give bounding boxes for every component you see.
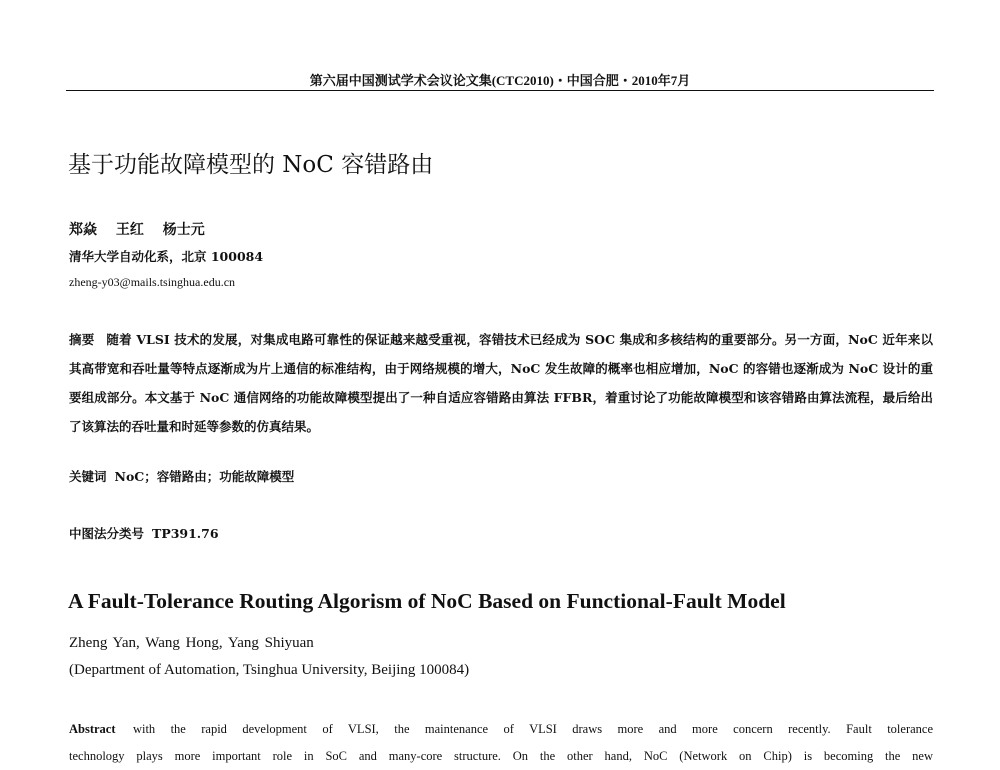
- keywords-label: 关键词: [69, 469, 107, 484]
- classification-label: 中图法分类号: [69, 526, 145, 541]
- english-abstract-label: Abstract: [69, 722, 116, 736]
- chinese-abstract-text: 随着 VLSI 技术的发展，对集成电路可靠性的保证越来越受重视，容错技术已经成为 SOC 集成和多核结构的重要部分。另一方面，NoC 近年来以其高带宽和吞吐量等特点逐渐成为片上通信的标准结构，由于网络规模的增大，NoC 发生故障的概率也相应增加，NoC 的容错也逐渐成为 NoC 设计的重要组成部分。本文基于 NoC 通信网络的功能故障模型提出了一种自适应容错路由算法 FFBR，着重讨论了功能故障模型和该容错路由算法流程，最后给出了该算法的吞吐量和时延等参数的仿真结果。: [69, 332, 933, 434]
- author-email[interactable]: zheng-y03@mails.tsinghua.edu.cn: [69, 275, 236, 289]
- chinese-title: 基于功能故障模型的 NoC 容错路由: [68, 152, 434, 178]
- classification-value: TP391.76: [152, 526, 219, 541]
- english-title: A Fault-Tolerance Routing Algorism of NoC Based on Functional-Fault Model: [68, 589, 786, 613]
- chinese-abstract-label: 摘要: [69, 332, 95, 347]
- english-affiliation: (Department of Automation, Tsinghua University, Beijing 100084): [69, 662, 470, 678]
- english-abstract-line-2: technology plays more important role in SoC and many-core structure. On the other hand, NoC (Network on Chip) is becoming the new: [69, 749, 933, 763]
- header-rule: [66, 90, 934, 91]
- english-abstract-text-1: with the rapid development of VLSI, the maintenance of VLSI draws more and more concern recently. Fault tolerance: [132, 722, 933, 736]
- classification-number: [69, 524, 219, 542]
- chinese-keywords: [69, 467, 294, 485]
- english-authors: Zheng Yan, Wang Hong, Yang Shiyuan: [69, 635, 314, 651]
- english-abstract: [69, 716, 933, 770]
- keywords-text: NoC；容错路由；功能故障模型: [114, 469, 295, 484]
- chinese-authors: 郑焱 王红 杨士元: [69, 222, 205, 238]
- english-abstract-line-1: [69, 716, 933, 743]
- chinese-affiliation: 清华大学自动化系，北京 100084: [69, 249, 264, 264]
- running-header: 第六届中国测试学术会议论文集(CTC2010)・中国合肥・2010年7月: [309, 73, 691, 88]
- chinese-abstract: [69, 325, 933, 441]
